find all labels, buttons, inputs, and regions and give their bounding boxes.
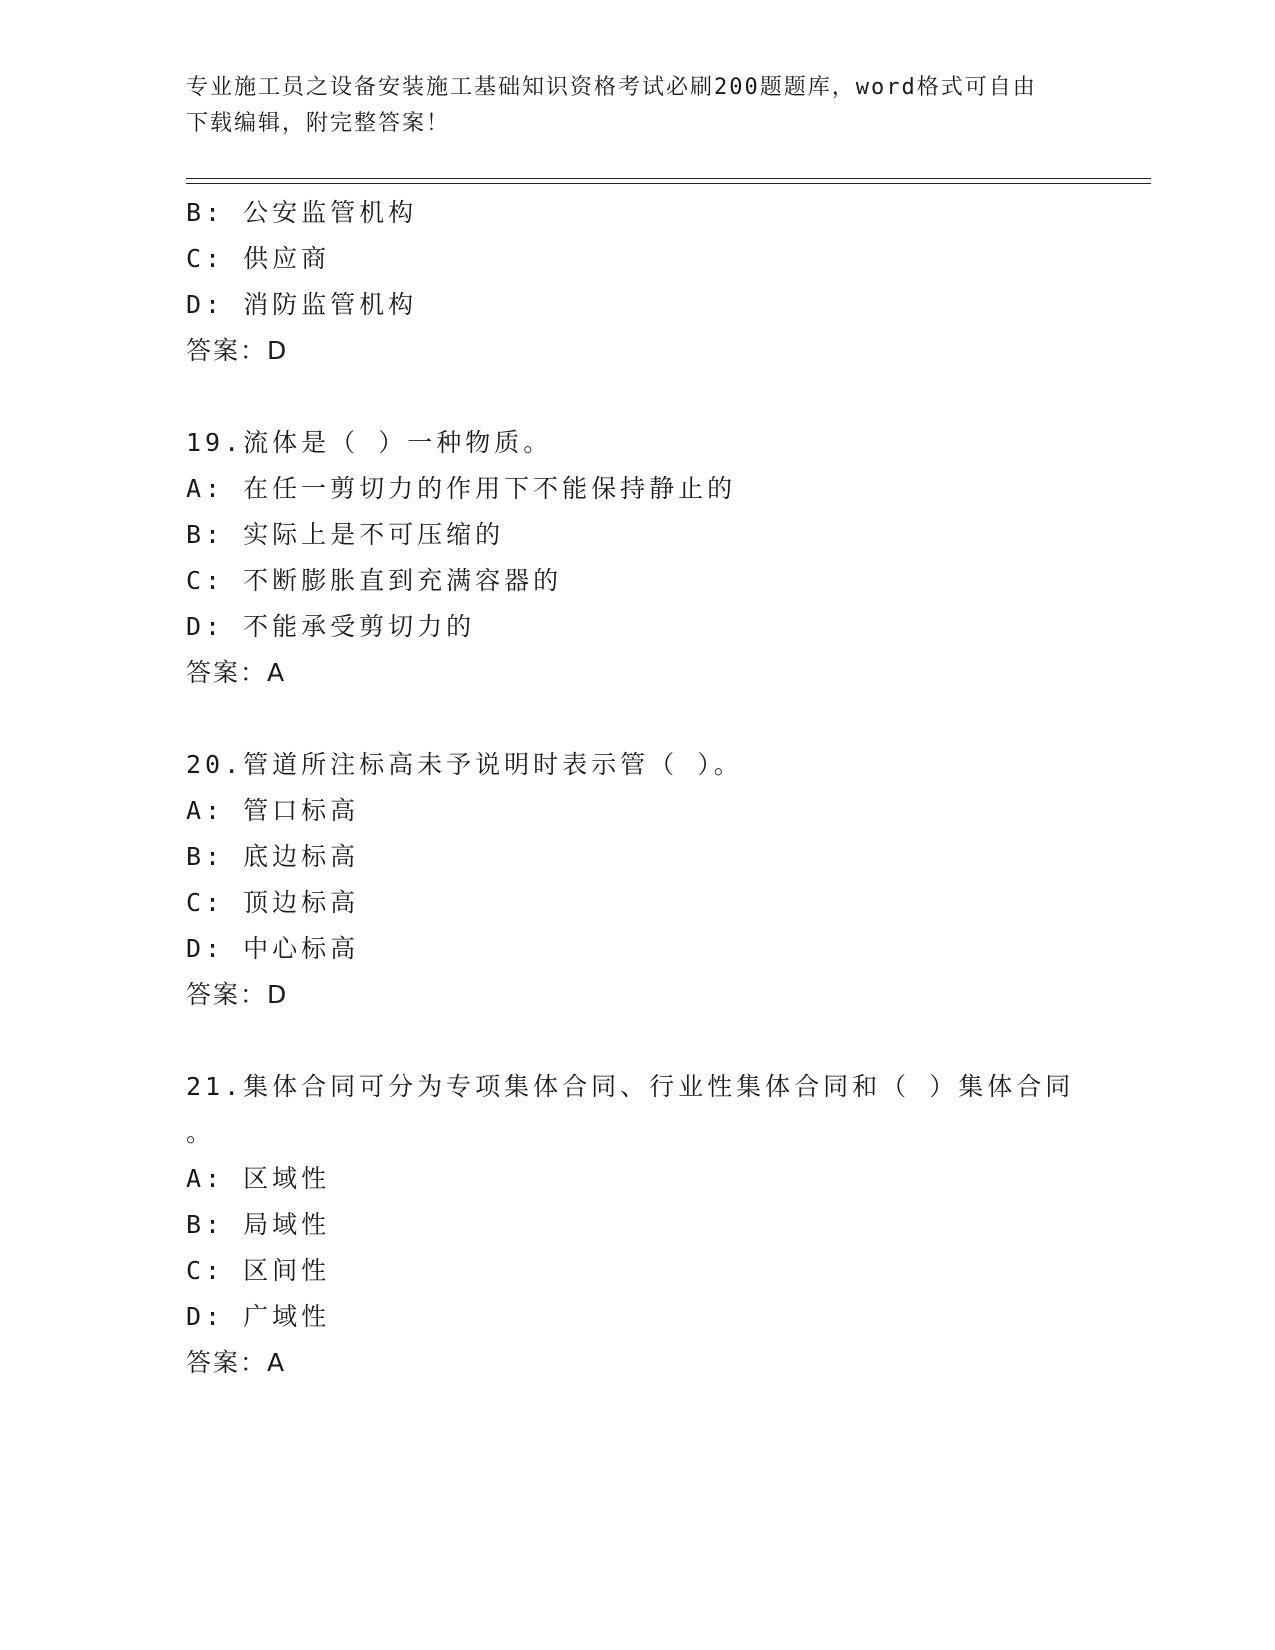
question-text-continued: 。: [186, 1118, 216, 1147]
option-d: D: 中心标高: [186, 934, 360, 963]
option-b: B: 公安监管机构: [186, 198, 418, 227]
question-19: [186, 420, 1086, 696]
option-c: C: 供应商: [186, 244, 331, 273]
option-d: D: 消防监管机构: [186, 290, 418, 319]
answer-line: 答案：A: [186, 1348, 287, 1377]
question-20: [186, 742, 1086, 1018]
option-b: B: 局域性: [186, 1210, 331, 1239]
question-text: 19.流体是（ ）一种物质。: [186, 428, 553, 457]
header-line-1: 专业施工员之设备安装施工基础知识资格考试必刷200题题库，word格式可自由: [186, 75, 1037, 100]
header-line-2: 下载编辑，附完整答案！: [186, 111, 451, 136]
answer-line: 答案：D: [186, 336, 289, 365]
spacer: [186, 696, 1086, 742]
option-b: B: 底边标高: [186, 842, 360, 871]
question-text: 21.集体合同可分为专项集体合同、行业性集体合同和（ ）集体合同: [186, 1072, 1075, 1101]
option-c: C: 不断膨胀直到充满容器的: [186, 566, 563, 595]
answer-line: 答案：A: [186, 658, 287, 687]
header-divider-bottom: [186, 183, 1151, 184]
answer-line: 答案：D: [186, 980, 289, 1009]
option-c: C: 顶边标高: [186, 888, 360, 917]
option-d: D: 不能承受剪切力的: [186, 612, 476, 641]
spacer: [186, 374, 1086, 420]
question-list: [186, 190, 1086, 1386]
option-a: A: 在任一剪切力的作用下不能保持静止的: [186, 474, 737, 503]
question-text: 20.管道所注标高未予说明时表示管（ ）。: [186, 750, 743, 779]
header-divider-top: [186, 178, 1151, 179]
option-a: A: 区域性: [186, 1164, 331, 1193]
document-header: [186, 70, 1066, 142]
option-d: D: 广域性: [186, 1302, 331, 1331]
spacer: [186, 1018, 1086, 1064]
question-21: [186, 1064, 1086, 1386]
option-c: C: 区间性: [186, 1256, 331, 1285]
question-18-continued: [186, 190, 1086, 374]
option-b: B: 实际上是不可压缩的: [186, 520, 505, 549]
option-a: A: 管口标高: [186, 796, 360, 825]
